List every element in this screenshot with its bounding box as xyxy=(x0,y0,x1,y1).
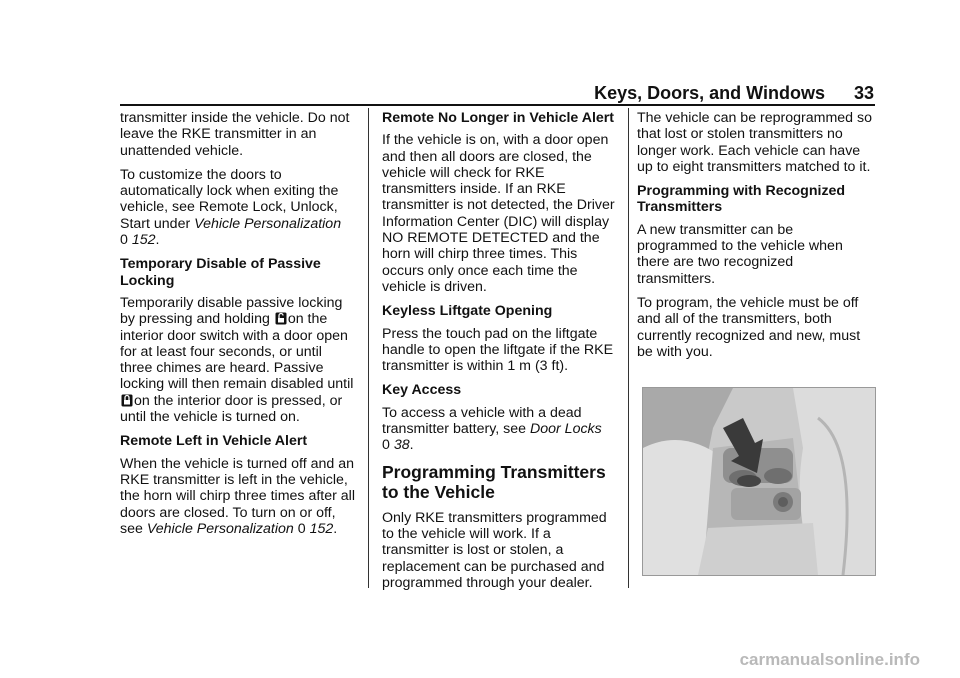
paragraph: If the vehicle is on, with a door open and then all doors are closed, the vehicle will check for RKE transmitters inside. If an RKE transmitter is not detected, the Driver Information Center (DIC) will display NO REMOTE DETECTED and the horn will chirp three times. This occurs only once each time the vehicle is driven. xyxy=(382,132,615,295)
column-3 xyxy=(637,110,875,368)
page-ref[interactable]: 152 xyxy=(309,520,334,537)
paragraph xyxy=(120,295,358,425)
paragraph-text: To customize the doors to automatically lock when exiting the vehicle, see Remote Lock, Unlock, Start under xyxy=(120,166,339,232)
paragraph: Press the touch pad on the liftgate handle to open the liftgate if the RKE transmitter is within 1 m (3 ft). xyxy=(382,325,614,375)
section-heading: Temporary Disable of Passive Locking xyxy=(120,256,321,289)
paragraph-text: When the vehicle is turned off and an RKE transmitter is left in the vehicle, the horn will chirp three times after all doors are closed. To turn on or off, see xyxy=(120,455,355,537)
page-ref-symbol: 0 xyxy=(120,232,128,249)
header-title: Keys, Doors, and Windows xyxy=(594,83,825,103)
section-heading: Programming with Recognized Transmitters xyxy=(637,183,846,216)
paragraph: To access a vehicle with a dead transmitter battery, see Door Locks 0 38. xyxy=(382,404,602,454)
page-ref[interactable]: 152 xyxy=(131,232,156,249)
paragraph: A new transmitter can be programmed to the vehicle when there are two recognized transmitters. xyxy=(637,221,843,287)
paragraph: The vehicle can be reprogrammed so that lost or stolen transmitters no longer work. Each vehicle can have up to eight transmitters matched to it. xyxy=(637,110,873,175)
cross-reference-link[interactable]: Vehicle Personalization xyxy=(146,520,294,537)
column-1 xyxy=(120,110,358,545)
console-transmitter-pocket-photo xyxy=(642,387,876,576)
column-2 xyxy=(382,110,620,599)
page-ref[interactable]: 38 xyxy=(393,437,410,454)
paragraph-text: on the interior door is pressed, or until the vehicle is turned on. xyxy=(120,392,343,426)
watermark: carmanualsonline.info xyxy=(739,650,920,669)
section-heading: Remote No Longer in Vehicle Alert xyxy=(382,110,615,126)
cross-reference-link[interactable]: Door Locks xyxy=(529,421,602,438)
cross-reference-link[interactable]: Vehicle Personalization xyxy=(194,215,342,232)
paragraph-text: Temporarily disable passive locking by pressing and holding xyxy=(120,294,343,328)
paragraph: Only RKE transmitters programmed to the vehicle will work. If a transmitter is lost or stolen, a replacement can be purchased and programmed through your dealer. xyxy=(382,509,607,591)
page-number: 33 xyxy=(853,83,874,103)
page-ref-symbol: 0 xyxy=(382,437,390,454)
section-heading: Key Access xyxy=(382,382,462,399)
lock-button-icon xyxy=(121,394,133,407)
section-heading-large: Programming Transmitters to the Vehicle xyxy=(382,461,606,502)
page-ref-symbol: 0 xyxy=(297,520,306,537)
paragraph: To program, the vehicle must be off and all of the transmitters, both currently recognized and new, must be with you. xyxy=(637,294,861,360)
column-divider-2 xyxy=(628,108,629,588)
paragraph: To customize the doors to automatically lock when exiting the vehicle, see Remote Lock, Unlock, Start under Vehicle Personalization 0 152. xyxy=(120,166,342,249)
header-rule xyxy=(120,104,875,106)
section-heading: Keyless Liftgate Opening xyxy=(382,303,553,320)
paragraph: transmitter inside the vehicle. Do not leave the RKE transmitter in an unattended vehicle. xyxy=(120,110,350,159)
paragraph-text: To access a vehicle with a dead transmitter battery, see xyxy=(382,404,582,438)
paragraph-text: on the interior door switch with a door open for at least four seconds, or until three chimes are heard. Passive locking will then remain disabled until xyxy=(120,311,354,393)
column-divider-1 xyxy=(368,108,369,588)
section-heading: Remote Left in Vehicle Alert xyxy=(120,433,308,450)
unlock-button-icon xyxy=(275,312,287,325)
paragraph: When the vehicle is turned off and an RKE transmitter is left in the vehicle, the horn will chirp three times after all doors are closed. To turn on or off, see Vehicle Personalization 0 152. xyxy=(120,455,355,537)
